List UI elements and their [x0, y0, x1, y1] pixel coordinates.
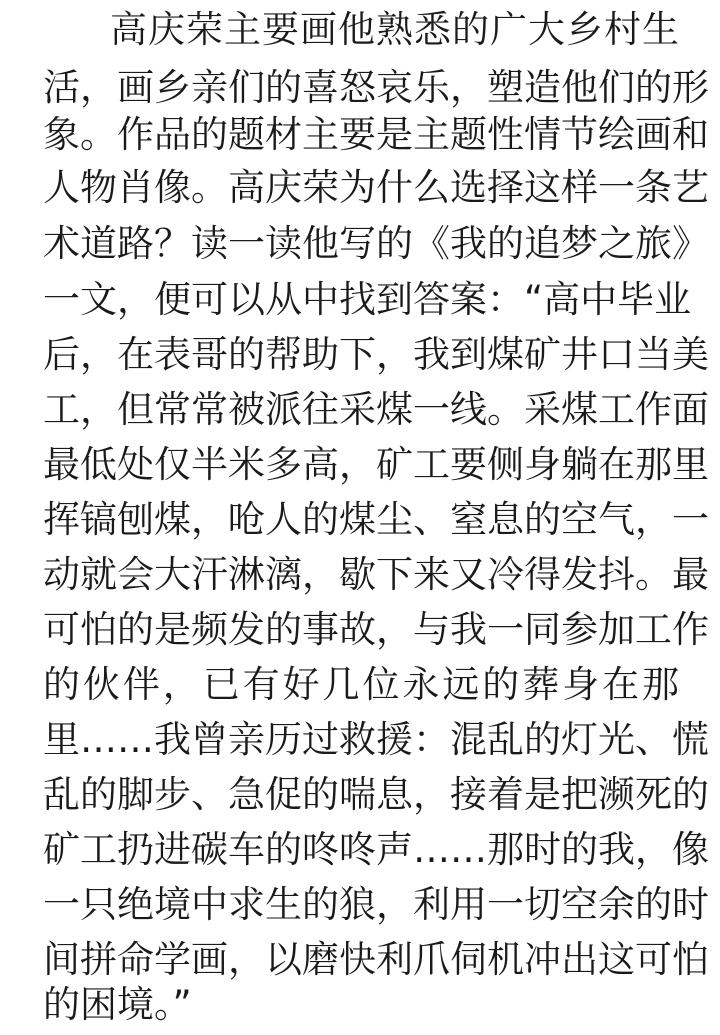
- text-line: 最低处仅半米多高，矿工要侧身躺在那里: [43, 443, 709, 486]
- text-line: 高庆荣主要画他熟悉的广大乡村生: [110, 8, 679, 51]
- text-line: 后，在表哥的帮助下，我到煤矿井口当美: [43, 333, 709, 376]
- text-line: 里……我曾亲历过救援：混乱的灯光、慌: [43, 718, 709, 761]
- text-line: 矿工扔进碳车的咚咚声……那时的我，像: [43, 828, 709, 871]
- text-line: 间拼命学画，以磨快利爪伺机冲出这可怕: [43, 938, 709, 981]
- text-line: 动就会大汗淋漓，歇下来又冷得发抖。最: [43, 553, 709, 596]
- text-line: 一只绝境中求生的狼，利用一切空余的时: [43, 883, 709, 926]
- text-line: 一文，便可以从中找到答案：“高中毕业: [43, 278, 692, 321]
- text-line: 挥镐刨煤，呛人的煤尘、窒息的空气，一: [43, 498, 709, 541]
- text-line: 的伙伴，已有好几位永远的葬身在那: [43, 663, 679, 706]
- text-line: 乱的脚步、急促的喘息，接着是把濒死的: [43, 773, 709, 816]
- text-line: 的困境。”: [43, 983, 192, 1026]
- text-line: 可怕的是频发的事故，与我一同参加工作: [43, 608, 709, 651]
- text-line: 术道路？读一读他写的《我的追梦之旅》: [43, 222, 709, 265]
- text-line: 活，画乡亲们的喜怒哀乐，塑造他们的形: [43, 66, 709, 109]
- text-line: 工，但常常被派往采煤一线。采煤工作面: [43, 388, 709, 431]
- text-line: 人物肖像。高庆荣为什么选择这样一条艺: [43, 166, 709, 209]
- text-line: 象。作品的题材主要是主题性情节绘画和: [43, 113, 709, 156]
